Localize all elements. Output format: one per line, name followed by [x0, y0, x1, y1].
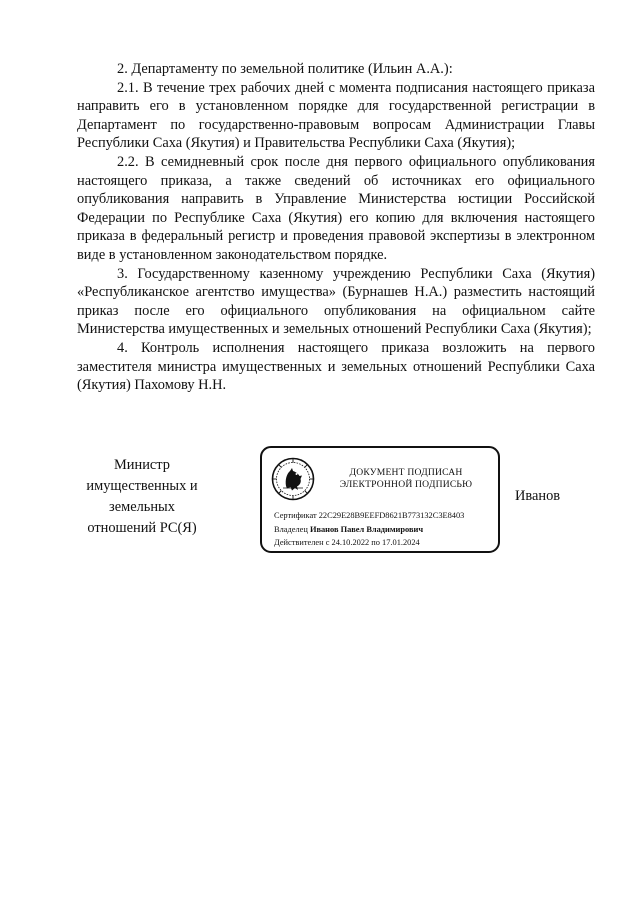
stamp-heading-line: ЭЛЕКТРОННОЙ ПОДПИСЬЮ [339, 479, 473, 490]
paragraph-2-1-registration: 2.1. В течение трех рабочих дней с момента подписания настоящего приказа направить его в установленном порядке для государственной регистрации в Департамент по государственно-правовым вопросам Администрации Главы Республики Саха (Якутия) и Правительства Республики Саха (Якутия); [77, 79, 595, 152]
validity-line [274, 537, 420, 548]
signer-name: Иванов [515, 488, 561, 504]
certificate-number: 22C29E28B9EEFD8621B773132C3E8403 [318, 511, 465, 520]
signer-position-line: Министр [114, 457, 170, 473]
owner-name: Иванов Павел Владимирович [309, 525, 424, 534]
document-body [77, 60, 595, 395]
paragraph-land-department: 2. Департаменту по земельной политике (Ильин А.А.): [117, 61, 453, 77]
certificate-label: Сертификат [274, 511, 317, 520]
paragraph-3-property-agency: 3. Государственному казенному учреждению Республики Саха (Якутия) «Республиканское агентство имущества» (Бурнашев Н.А.) разместить настоящий приказ после его официального опубликования на официальном сайте Министерства имущественных и земельных отношений Республики Саха (Якутия); [77, 265, 595, 338]
paragraph-4-control: 4. Контроль исполнения настоящего приказа возложить на первого заместителя министра имущественных и земельных отношений Республики Саха (Якутия) Пахомову Н.Н. [77, 339, 595, 394]
owner-label: Владелец [274, 525, 308, 534]
owner-line [274, 524, 423, 535]
signer-position-line: отношений РС(Я) [87, 520, 197, 536]
paragraph-2-2-publication: 2.2. В семидневный срок после дня первого официального опубликования настоящего приказа, а также сведений об источниках его официального опубликования направить в Управление Министерства юстиции Российской Федерации по Республике Саха (Якутия) его копию для включения настоящего приказа в федеральный регистр и проведения правовой экспертизы в электронном виде в установленном законодательством порядке. [77, 153, 595, 263]
valid-to-date: 17.01.2024 [382, 538, 420, 547]
signature-block [0, 443, 640, 563]
signer-position [77, 455, 207, 539]
stamp-heading-line: ДОКУМЕНТ ПОДПИСАН [349, 467, 463, 478]
electronic-signature-stamp [260, 446, 500, 553]
signer-position-line: земельных [109, 499, 175, 515]
validity-label: Действителен [274, 538, 324, 547]
validity-from-label: с [325, 538, 330, 547]
stamp-heading [326, 467, 486, 491]
signer-position-line: имущественных и [86, 478, 198, 494]
valid-from-date: 24.10.2022 [331, 538, 370, 547]
validity-to-label: по [371, 538, 380, 547]
certificate-line [274, 510, 464, 521]
coat-of-arms-emblem-icon [271, 457, 315, 501]
